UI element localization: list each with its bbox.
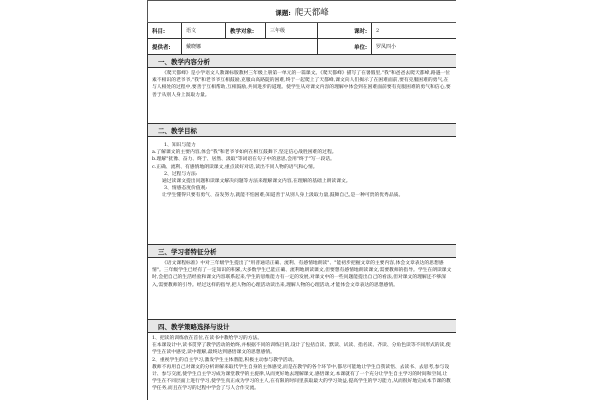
title-row (148, 1, 457, 23)
objective-line: a.了解课文的主要内容,体会"我"和老爷爷如何在相互鼓舞下,坚定信心战胜困难的过程。 (152, 150, 337, 156)
section-1-body-row (148, 68, 457, 124)
subject-key: 科目: (148, 23, 182, 39)
section-1-heading-row (148, 55, 457, 68)
objective-line: 3、情感态度价值观: (164, 186, 208, 192)
strategy-line: 在本课设计中,读书贯穿了教学活动的始终,并根据不同的训练目的,设计了包括自读、默读、试读、指名读、齐读、分角色读等不同形式的读,使学生在读中感受,读中理解,最终达到感悟课文的思想感情。 (152, 343, 451, 356)
lesson-plan-table (147, 0, 456, 400)
section-2-body-row (148, 137, 457, 245)
section-2-body (148, 137, 457, 245)
meta-row-1 (148, 23, 457, 39)
objective-line: b.理解"犹豫、奋力、终于、居然、汲取"等词语在句子中的意思,会用"终于"写一段话。 (152, 157, 335, 163)
objective-line: c.正确、流利、有感情地朗读课文,重点读好对话,读出不同人物的语气和心情。 (152, 164, 318, 170)
hours-key: 课时: (318, 23, 372, 39)
section-3-heading: 三、学习者特征分析 (148, 245, 457, 258)
section-1-body (148, 68, 457, 124)
objective-line: 2、过程与方法: (164, 171, 198, 177)
section-1-text: 《爬天都峰》是小学语文人教课标版教材三年级上册第一单元的一篇课文。《爬天都峰》描写了在暑假里,"我"和爸爸去爬天都峰,路遇一位素不相识的老爷爷,"我"和老爷爷互相鼓励,克服山高路陡的困难,终于一起爬上了天都峰,课文向人们揭示了在困难面前,要有克服困难的勇气,在与人相处的过程中,要善于互相帮助,互相鼓励,共同进步的道理。使学生从对课文内容的理解中体会到在困难面前要有克服困难的勇气和信心,要善于从别人身上汲取力量。 (152, 71, 451, 98)
objective-line: 通过读课文提出问题和读课文解决问题等方法来理解课文内容,在理解的基础上朗读课文。 (162, 179, 351, 185)
provider-key: 提供者: (148, 39, 182, 55)
hours-value: 2 (372, 23, 457, 39)
strategy-line: 教师不再用自己对课文的分析讲解来取代学生自身的主体感受,而是在教学的各个环节中,都尽可能地让学生自我读悟、去读书、去思考,参与设计、参与交流,使学生自主学习成为课堂教学的主旋律,从而更好地去理解课文,感悟课文,本课就有了一个充分让学生自主学习的时间和空间,让学生在不同层面上进行学习,使学生真正成为学习的主人,在有限的时间里获取最大的学习效益,提高学生的学习能力,从而很好地完成本节课的教学任务,而且在学习的过程中学会了与人合作交流。 (152, 364, 451, 392)
section-2-heading: 二、教学目标 (148, 124, 457, 137)
section-4-heading-row (148, 320, 457, 333)
subject-value: 语文 (182, 23, 226, 39)
meta-row-2 (148, 39, 457, 55)
audience-key: 教学对象: (226, 23, 266, 39)
title-cell (148, 1, 457, 23)
section-2-heading-row (148, 124, 457, 137)
objective-line: 让学生懂得只要有勇气、奋发努力,就能不怕困难;知道善于从别人身上汲取力量,鼓舞自己,是一种可贵的优秀品质。 (162, 193, 404, 199)
provider-value: 戴晓娜 (182, 39, 318, 55)
section-3-text: 《语文课程标准》中对三年级学生提出了"用普通话正确、流利、有感情地朗读"、"能初步把握文章的主要内容,体会文章表达的思想感情"。三年级学生已经有了一定知识的积累,大多数学生已能正确、流利地朗读课文,但要想有感情地朗读课文,需要教师的指导。学生在朗读课文时,会把自己的生活经验和课文内容联系起来,学生的思维能力有一定的发展,对课文中的一些问题能提出自己的看法,但对课文的理解还不够深入,需要教师的引导。经过这样的指导,把人物的心理活动读出来,理解人物的心理活动,才能体会文章表达的思想感情。 (152, 261, 452, 288)
objective-line: 1、知识与能力 (164, 143, 196, 148)
strategy-line: 1、把读的训练放在首位,在读书中教给学习的方法。 (152, 336, 263, 341)
section-4-heading: 四、教学策略选择与设计 (148, 320, 457, 333)
lesson-title: 爬天都峰 (294, 7, 329, 18)
section-3-heading-row (148, 245, 457, 258)
strategy-line: 2、重视学生的自主学习,激发学生主体潜能,积极主动参与教学活动。 (152, 357, 298, 363)
document-page (147, 0, 456, 400)
section-1-heading: 一、教学内容分析 (148, 55, 457, 68)
audience-value: 三年级 (266, 23, 318, 39)
section-4-body (148, 333, 457, 400)
section-3-body-row (148, 258, 457, 320)
topic-label: 课题: (275, 8, 291, 17)
unit-value: 罗凤四小 (372, 39, 457, 55)
section-3-body (148, 258, 457, 320)
section-4-body-row (148, 333, 457, 400)
unit-key: 单位: (318, 39, 372, 55)
